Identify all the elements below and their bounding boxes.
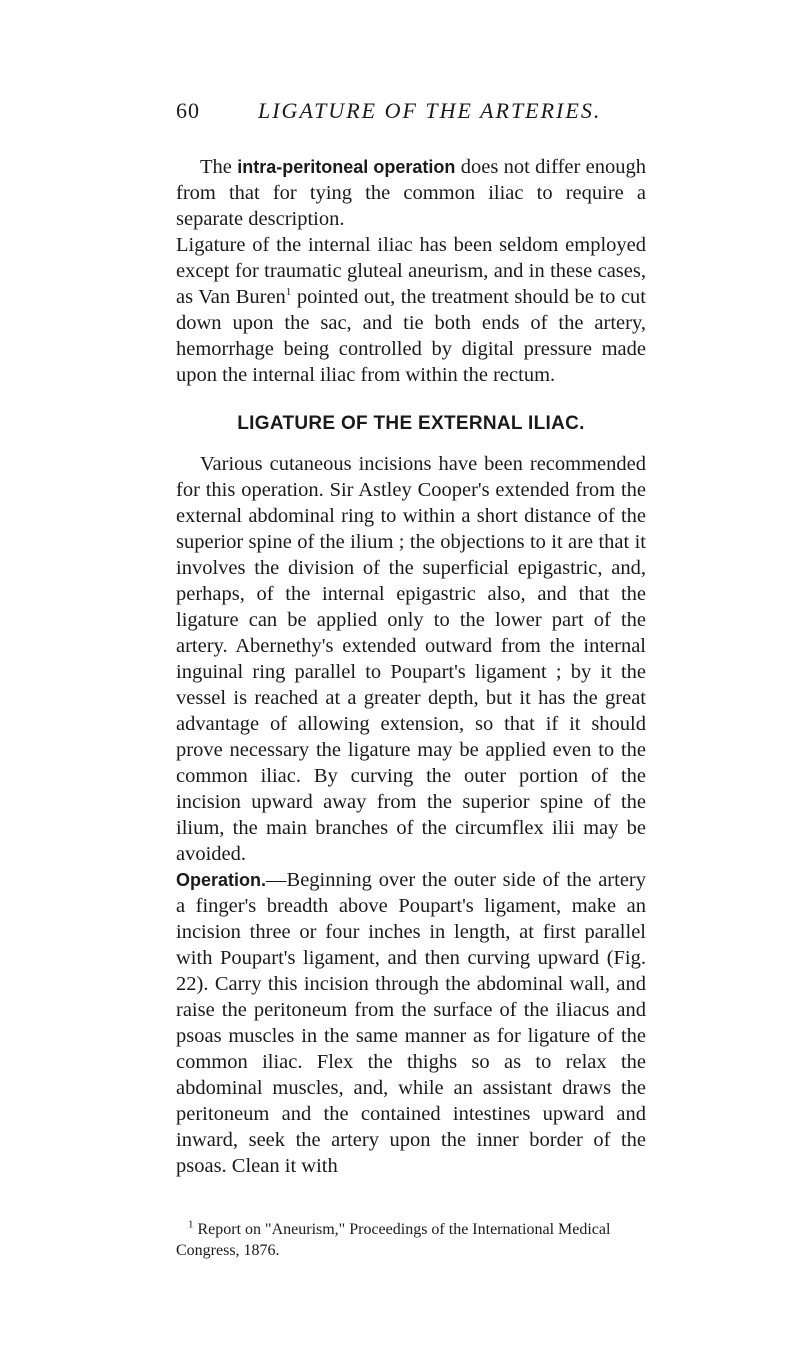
paragraph-internal-iliac — [176, 232, 646, 388]
footnote-marker: 1 — [188, 1218, 194, 1231]
paragraph-text: The — [200, 156, 238, 178]
footnote-reference: 1 — [285, 286, 292, 299]
paragraph-text: Ligature of the internal iliac has been seldom employed except for traumatic gluteal aneurism, and in these cases, as Van Buren — [176, 234, 646, 308]
running-title: LIGATURE OF THE ARTERIES. — [258, 98, 602, 123]
footnote — [176, 1219, 646, 1261]
paragraph-text: —Beginning over the outer side of the artery a finger's breadth above Poupart's ligament, make an incision three or four inches in length, at first parallel with Poupart's ligament, and then curving upward (Fig. 22). Carry this incision through the abdominal wall, and raise the peritoneum from the surface of the iliacus and psoas muscles in the same manner as for ligature of the common iliac. Flex the thighs so as to relax the abdominal muscles, and, while an assistant draws the peritoneum and the contained intestines upward and inward, seek the artery upon the inner border of the psoas. Clean it with — [176, 869, 646, 1177]
paragraph-text: pointed out, the treatment should be to cut down upon the sac, and tie both ends of the artery, hemorrhage being controlled by digital pressure made upon the internal iliac from within the rectum. — [176, 286, 646, 386]
bold-term: Operation. — [176, 870, 267, 890]
paragraph-text: does not differ enough from that for tying the common iliac to require a separate description. — [176, 156, 647, 230]
bold-term: intra-peritoneal operation — [237, 157, 456, 177]
page-header — [176, 88, 646, 128]
section-heading: LIGATURE OF THE EXTERNAL ILIAC. — [237, 413, 585, 434]
footnote-text: Report on "Aneurism," Proceedings of the International Medical Congress, 1876. — [176, 1221, 611, 1259]
paragraph-intra-peritoneal — [176, 154, 646, 232]
body-text — [176, 154, 646, 1179]
paragraph-incisions: Various cutaneous incisions have been recommended for this operation. Sir Astley Cooper's extended from the external abdominal ring to within a short distance of the superior spine of the ilium ; the objections to it are that it involves the division of the superficial epigastric, and, perhaps, of the internal epigastric also, and that the ligature can be applied only to the lower part of the artery. Abernethy's extended outward from the internal inguinal ring parallel to Poupart's ligament ; by it the vessel is reached at a greater depth, but it has the great advantage of allowing extension, so that if it should prove necessary the ligature may be applied even to the common iliac. By curving the outer portion of the incision upward away from the superior spine of the ilium, the main branches of the circumflex ilii may be avoided. — [176, 453, 646, 865]
page-number: 60 — [176, 98, 200, 123]
paragraph-operation — [176, 867, 646, 1179]
